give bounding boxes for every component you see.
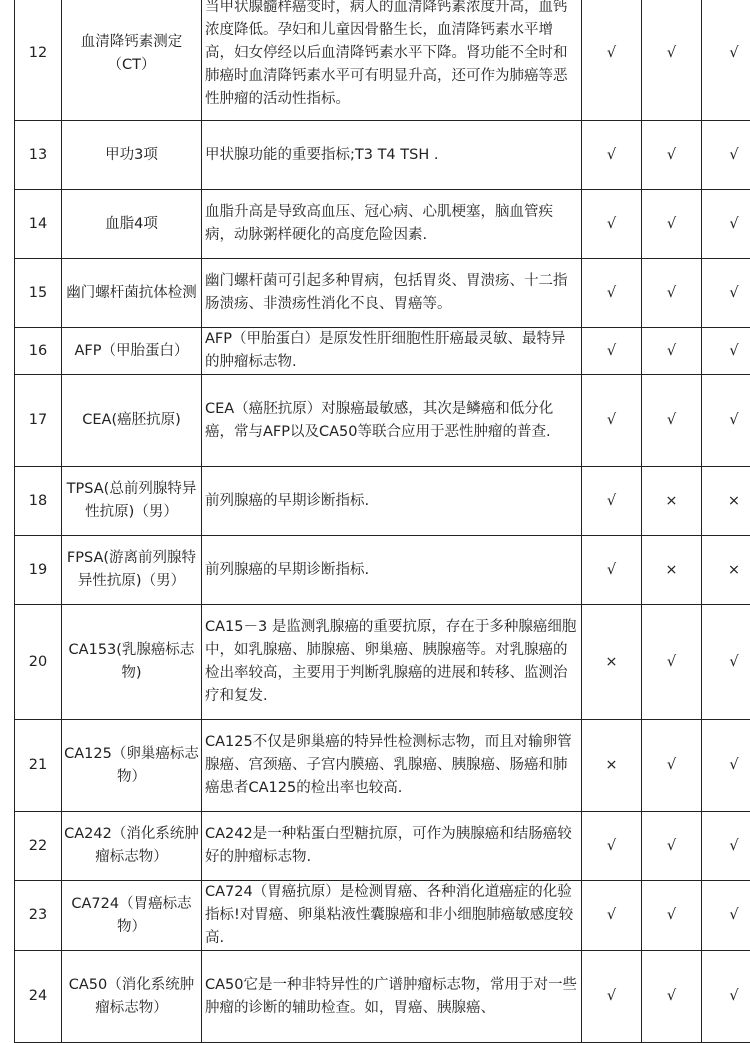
item-name: TPSA(总前列腺特异性抗原)（男） — [62, 467, 202, 536]
package-1-mark: √ — [582, 375, 642, 467]
item-name: 血脂4项 — [62, 190, 202, 259]
row-number: 24 — [15, 951, 62, 1043]
table-row — [15, 375, 750, 467]
table-row — [15, 812, 750, 881]
package-2-mark: √ — [642, 375, 702, 467]
row-number: 19 — [15, 536, 62, 605]
package-1-mark: √ — [582, 951, 642, 1043]
package-3-mark: × — [702, 467, 750, 536]
item-description: 前列腺癌的早期诊断指标. — [202, 467, 582, 536]
item-name: CA724（胃癌标志物） — [62, 881, 202, 951]
package-2-mark: √ — [642, 812, 702, 881]
table-row — [15, 605, 750, 720]
item-description: 幽门螺杆菌可引起多种胃病，包括胃炎、胃溃疡、十二指肠溃疡、非溃疡性消化不良、胃癌等。 — [202, 259, 582, 328]
package-1-mark: √ — [582, 0, 642, 121]
package-3-mark: √ — [702, 375, 750, 467]
package-1-mark: √ — [582, 328, 642, 375]
package-3-mark: √ — [702, 121, 750, 190]
package-2-mark: × — [642, 467, 702, 536]
table-row — [15, 720, 750, 812]
package-2-mark: √ — [642, 0, 702, 121]
package-2-mark: √ — [642, 881, 702, 951]
item-name: CA242（消化系统肿瘤标志物） — [62, 812, 202, 881]
item-name: CA125（卵巢癌标志物） — [62, 720, 202, 812]
package-3-mark: √ — [702, 605, 750, 720]
package-2-mark: √ — [642, 190, 702, 259]
row-number: 14 — [15, 190, 62, 259]
package-2-mark: √ — [642, 259, 702, 328]
package-1-mark: × — [582, 720, 642, 812]
item-name: AFP（甲胎蛋白） — [62, 328, 202, 375]
table-row — [15, 881, 750, 951]
row-number: 17 — [15, 375, 62, 467]
package-3-mark: √ — [702, 812, 750, 881]
package-3-mark: √ — [702, 190, 750, 259]
package-2-mark: × — [642, 536, 702, 605]
row-number: 18 — [15, 467, 62, 536]
item-description: CEA（癌胚抗原）对腺癌最敏感，其次是鳞癌和低分化癌，常与AFP以及CA50等联合应用于恶性肿瘤的普查. — [202, 375, 582, 467]
package-1-mark: √ — [582, 259, 642, 328]
item-name: FPSA(游离前列腺特异性抗原)（男） — [62, 536, 202, 605]
checkup-items-table — [14, 0, 750, 1043]
package-3-mark: √ — [702, 881, 750, 951]
item-description: AFP（甲胎蛋白）是原发性肝细胞性肝癌最灵敏、最特异的肿瘤标志物. — [202, 328, 582, 375]
package-2-mark: √ — [642, 328, 702, 375]
package-2-mark: √ — [642, 605, 702, 720]
table-row — [15, 536, 750, 605]
row-number: 20 — [15, 605, 62, 720]
package-3-mark: √ — [702, 0, 750, 121]
item-name: 甲功3项 — [62, 121, 202, 190]
item-description: CA50它是一种非特异性的广谱肿瘤标志物，常用于对一些肿瘤的诊断的辅助检查。如，胃癌、胰腺癌、 — [202, 951, 582, 1043]
row-number: 12 — [15, 0, 62, 121]
package-1-mark: √ — [582, 190, 642, 259]
row-number: 22 — [15, 812, 62, 881]
table-row — [15, 190, 750, 259]
row-number: 13 — [15, 121, 62, 190]
package-3-mark: √ — [702, 951, 750, 1043]
item-name: 幽门螺杆菌抗体检测 — [62, 259, 202, 328]
table-row — [15, 951, 750, 1043]
item-description: CA15－3 是监测乳腺癌的重要抗原，存在于多种腺癌细胞中，如乳腺癌、肺腺癌、卵巢癌、胰腺癌等。对乳腺癌的检出率较高，主要用于判断乳腺癌的进展和转移、监测治疗和复发. — [202, 605, 582, 720]
table-row — [15, 467, 750, 536]
item-description: 当甲状腺髓样癌变时，病人的血清降钙素浓度升高，血钙浓度降低。孕妇和儿童因骨骼生长，血清降钙素水平增高，妇女停经以后血清降钙素水平下降。肾功能不全时和肺癌时血清降钙素水平可有明显升高，还可作为肺癌等恶性肿瘤的活动性指标。 — [202, 0, 582, 121]
row-number: 16 — [15, 328, 62, 375]
package-1-mark: × — [582, 605, 642, 720]
table-row — [15, 259, 750, 328]
package-3-mark: √ — [702, 259, 750, 328]
item-name: CEA(癌胚抗原) — [62, 375, 202, 467]
item-name: CA153(乳腺癌标志物) — [62, 605, 202, 720]
table-row — [15, 328, 750, 375]
row-number: 15 — [15, 259, 62, 328]
item-description: 甲状腺功能的重要指标;T3 T4 TSH . — [202, 121, 582, 190]
package-1-mark: √ — [582, 536, 642, 605]
package-1-mark: √ — [582, 812, 642, 881]
item-description: 血脂升高是导致高血压、冠心病、心肌梗塞，脑血管疾病，动脉粥样硬化的高度危险因素. — [202, 190, 582, 259]
item-description: CA125不仅是卵巢癌的特异性检测标志物，而且对输卵管腺癌、宫颈癌、子宫内膜癌、乳腺癌、胰腺癌、肠癌和肺癌患者CA125的检出率也较高. — [202, 720, 582, 812]
package-3-mark: × — [702, 536, 750, 605]
item-name: CA50（消化系统肿瘤标志物） — [62, 951, 202, 1043]
package-2-mark: √ — [642, 720, 702, 812]
item-description: 前列腺癌的早期诊断指标. — [202, 536, 582, 605]
table-row — [15, 121, 750, 190]
package-2-mark: √ — [642, 951, 702, 1043]
item-description: CA724（胃癌抗原）是检测胃癌、各种消化道癌症的化验指标!对胃癌、卵巢粘液性囊腺癌和非小细胞肺癌敏感度较高. — [202, 881, 582, 951]
item-description: CA242是一种粘蛋白型糖抗原，可作为胰腺癌和结肠癌较好的肿瘤标志物. — [202, 812, 582, 881]
row-number: 21 — [15, 720, 62, 812]
table-row — [15, 0, 750, 121]
row-number: 23 — [15, 881, 62, 951]
package-1-mark: √ — [582, 881, 642, 951]
package-3-mark: √ — [702, 328, 750, 375]
package-1-mark: √ — [582, 121, 642, 190]
package-3-mark: √ — [702, 720, 750, 812]
item-name: 血清降钙素测定（CT） — [62, 0, 202, 121]
package-2-mark: √ — [642, 121, 702, 190]
package-1-mark: √ — [582, 467, 642, 536]
